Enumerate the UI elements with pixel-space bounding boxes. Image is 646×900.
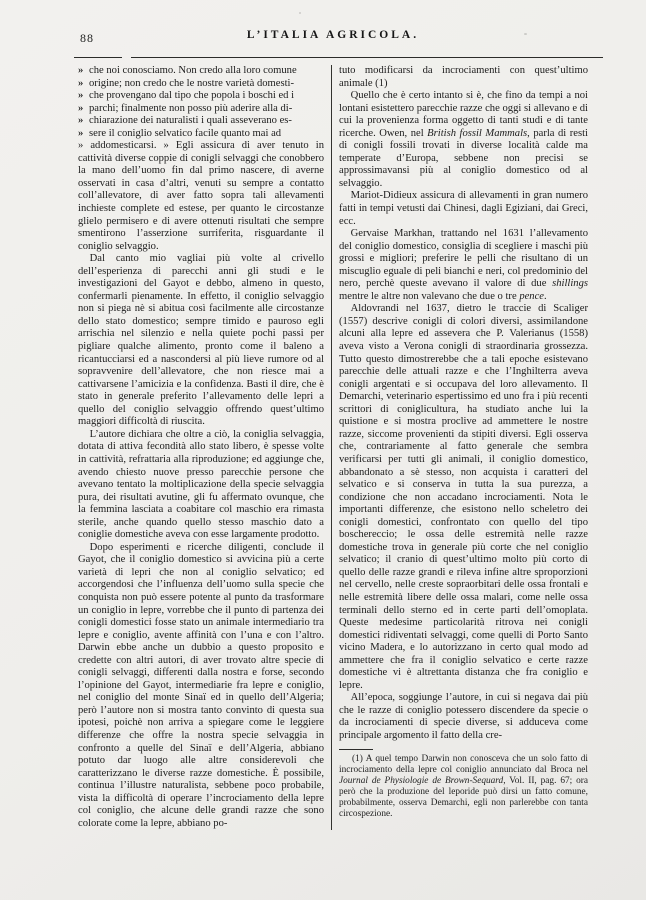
- journal-title: L’ITALIA AGRICOLA.: [246, 29, 420, 41]
- column-divider-rule: [331, 65, 332, 830]
- text-columns: [78, 65, 588, 830]
- quote-line: [78, 90, 324, 103]
- page-number: 88: [80, 31, 94, 45]
- quote-marker: »: [78, 102, 84, 114]
- left-column: [78, 65, 324, 830]
- italic-term: pence: [519, 290, 545, 302]
- header-rule-left: [74, 57, 122, 58]
- quote-marker: »: [78, 77, 84, 89]
- paragraph-text: , parla di resti di conigli fossili trovati in diverse località calde ma temperate d’Europa, sebbene non precisi se approssimavansi più al coniglio domestico od al selvaggio.: [339, 127, 588, 189]
- quote-text: chiarazione dei naturalisti i quali asseverano es-: [89, 115, 292, 127]
- scan-speck: [299, 12, 301, 14]
- paragraph-text: Gervaise Markhan, trattando nel 1631 l’allevamento del coniglio domestico, consiglia di scegliere i maschi più grossi e migliori; preferire le pelli che risultano di un miscuglio eguale di peli bianchi e neri, col predominio del nero, perchè queste avevano il valore di due: [339, 228, 588, 290]
- header-rule-main: [131, 57, 603, 58]
- quote-line: [78, 128, 324, 141]
- paragraph: Mariot-Didieux assicura di allevamenti in gran numero fatti in tempi vetusti dai Chinesi, dagli Egiziani, dai Greci, ecc.: [339, 190, 588, 227]
- quote-marker: »: [78, 65, 84, 76]
- quote-marker: »: [78, 90, 84, 102]
- paragraph: All’epoca, soggiunge l’autore, in cui si negava dai più che le razze di coniglio potessero discendere da specie o da incrociamenti di specie diverse, si adduceva come principale argomento il fatto della cre-: [339, 692, 588, 741]
- footnote-text: (1) A quel tempo Darwin non conosceva che un solo fatto di incrociamento della lepre col coniglio annunciato dal Broca nel: [339, 753, 588, 775]
- quote-text: origine; non credo che le nostre varietà domesti-: [89, 77, 295, 89]
- quote-line: [78, 65, 324, 78]
- italic-book-title: British fossil Mammals: [427, 127, 528, 139]
- paragraph: [339, 228, 588, 303]
- footnote-separator-rule: [339, 749, 373, 750]
- quote-marker: »: [78, 127, 84, 139]
- quote-text: che provengano dal tipo che popola i boschi ed i: [89, 90, 295, 102]
- footnote: [339, 754, 588, 821]
- quote-text: sere il coniglio selvatico facile quanto mai ad: [89, 127, 282, 139]
- page-header: [78, 29, 588, 49]
- paragraph: Aldovrandi nel 1637, dietro le traccie di Scaliger (1557) descrive conigli di colori diversi, assimilandone alcuni alla lepre ed assevera che P. Valerianus (1558) aveva visto a Verona conigli di straordinaria grossezza. Tutto questo dimostrerebbe che a tali epoche esistevano parecchie delle attuali razze e che l’Inghilterra aveva conigli argentati e si occupava del loro allevamento. Il Demarchi, veterinario espertissimo ed uno fra i più recenti scrittori di coniglicultura, ha studiato anche lui la quistione e si mostra proclive ad ammettere le nostre razze, siccome provenienti da stipiti diversi. Egli osserva che, contrariamente al fatto generale che sembra verificarsi per tutti gli animali, il coniglio domestico, abbandonato a sè stesso, non acquista i caratteri del selvatico e si conserva in tutta la sua purezza, a condizione che non accadano incrociamenti. Nota le importanti differenze, che esistono nello scheletro dei conigli domestici, confrontato con quello del tipo boschereccio; le ossa delle estremità nelle razze domestiche trova in generale più corte che nel coniglio selvatico; il cranio di quest’ultimo molto più corto di quello delle razze grandi e rileva infine altre sproporzioni nel cervello, nelle creste sopraorbitari delle ossa frontali e nelle estremità libere delle ossa malari, come nelle ossa terminali dello sterno ed in certe parti dell’omoplata. Queste medesime particolarità ritrova nei conigli domestici ridiventati selvaggi, come quelli di Porto Santo vicino Madera, e lo autorizzano in certo qual modo ad ammettere che fra il coniglio selvatico e certe razze domestiche vi è altrettanta distanza che fra coniglio e lepre.: [339, 303, 588, 691]
- paragraph: Dal canto mio vagliai più volte al crivello dell’esperienza di parecchi anni gli studi e le investigazioni del Gayot e debbo, almeno in questo, confermarli pienamente. In effetto, il coniglio selvaggio non si piega nè si abitua così facilmente alle circostanze dello stato domestico; sempre timido e pauroso egli arrischia nel silenzio e nella quiete pochi passi per pigliare qualche alimento, pronto come il baleno a ricantucciarsi ed a nascondersi al più lieve rumore od al sopravvenire dell’allevatore, che non riesce mai a cattivarsene l’amicizia e la confidenza. Basti il dire, che è stato in generale preferito l’allevamento delle lepri a quello del coniglio selvaggio offrendo quest’ultimo maggiori difficoltà di riuscita.: [78, 253, 324, 428]
- paragraph: L’autore dichiara che oltre a ciò, la coniglia selvaggia, dotata di attiva fecondità allo stato libero, è spesse volte in cattività, refrattaria alla riproduzione; ed aggiunge che, avendo chiesto nuove presso parecchie persone che avevano tentato la moltiplicazione della specie selvaggia pura, dei risultati avutine, gli fu affermato ovunque, che la femmina lasciata a coabitare col maschio era rimasta sterile, anche quando quello stesso maschio dato a coniglie domestiche aveva con esse largamente prodotto.: [78, 428, 324, 541]
- right-column: [339, 65, 588, 830]
- paragraph-text: .: [544, 290, 547, 302]
- quote-line: [78, 103, 324, 116]
- paragraph: Dopo esperimenti e ricerche diligenti, conclude il Gayot, che il coniglio domestico si avvicina più a certe varietà di lepri che non al coniglio selvatico; ed accorgendosi che l’influenza dell’uomo sulla specie che conquista non può essere potente al punto da trasformare un coniglio in lepre, vorrebbe che il punto di partenza dei conigli domestici fosse stato un animale intermediario tra lepre e coniglio, avente affinità con l’una e con l’altro. Darwin ebbe anche un dubbio a questo proposito e credette con altri autori, di aver trovato altre specie di conigli selvaggi, differenti dalla nostra e forse, secondo l’opinione del Gayot, intermediarie fra lepre e coniglio, nel coniglio del monte Sinaï ed in quello dell’Algeria; però l’autore non si mostra tanto convinto di questa sua ipotesi, poichè non arriva a spiegare come le leggiere differenze che offre la nostra specie selvaggia in confronto a quelle del Sinaï e dell’Algeria, abbiano potuto dar luogo alle altre considerevoli che caratterizzano le diverse razze domestiche. È possibile, continua l’illustre naturalista, sebbene poco probabile, vista la difficoltà di operare l’incrociamento della lepre col coniglio, che alcune delle grandi razze che sono colorate come la lepre, abbiano po-: [78, 541, 324, 829]
- italic-journal-name: Journal de Physiologie de Brown-Sequard: [339, 775, 504, 786]
- footnote-text: , Vol. II, pag. 67; ora però che la produzione del leporide può dirsi un fatto comune, probabilmente, osserva Demarchi, egli non parlerebbe con tanta circospezione.: [339, 775, 588, 819]
- quote-marker: »: [78, 115, 84, 127]
- paragraph: [339, 90, 588, 190]
- quote-text: parchi; finalmente non posso più aderire alla di-: [89, 102, 293, 114]
- paragraph-text: mentre le altre non valevano che due o tre: [339, 290, 520, 302]
- paragraph-text: Quello che è certo intanto si è, che fino da tempi a noi lontani esistettero parecchie razze che oggi si allevano e di cui la provenienza forma oggetto di tanti studi e di tante ricerche. Owen, nel: [339, 90, 588, 139]
- italic-term: shillings: [552, 278, 588, 290]
- quote-line: [78, 115, 324, 128]
- paragraph: » addomesticarsi. » Egli assicura di aver tenuto in cattività diverse coppie di conigli selvaggi che conobbero la mano dell’uomo fin dal primo nascere, di averne osservati in casa d’altri, venuti su sempre a contatto coll’allevatore, di aver fatto sopra tali allevamenti inchieste complete ed estese, per quanto le circostanze glielo permisero e di avere ottenuti risultati che sempre smentirono l’asserzione surriferita, risguardante il coniglio selvaggio.: [78, 140, 324, 252]
- quote-line: [78, 78, 324, 91]
- paragraph: tuto modificarsi da incrociamenti con quest’ultimo animale (1): [339, 65, 588, 89]
- quote-text: che noi conosciamo. Non credo alla loro comune: [89, 65, 297, 76]
- footnote-block: [339, 749, 588, 821]
